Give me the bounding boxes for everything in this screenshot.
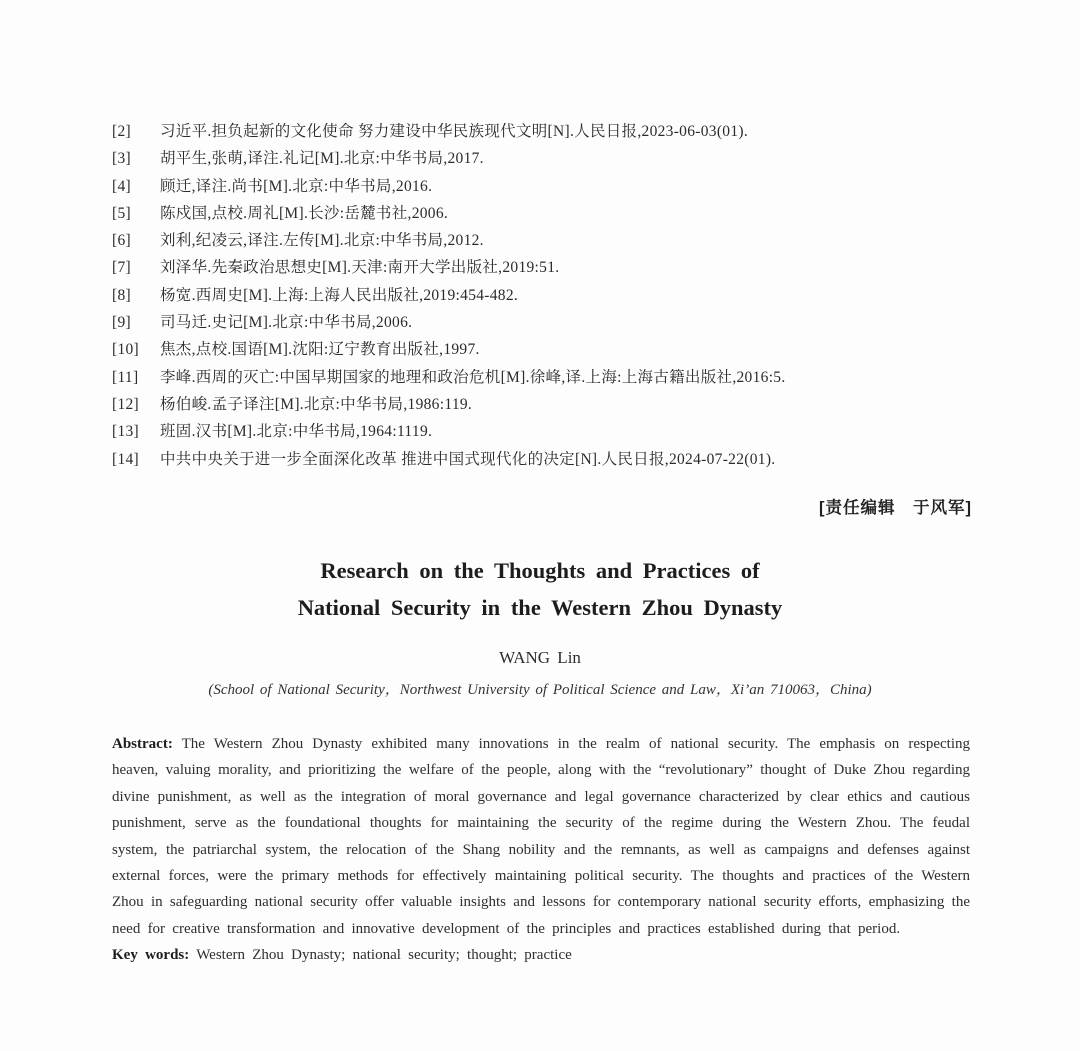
abstract-label: Abstract: — [112, 736, 173, 752]
reference-text: 司马迁.史记[M].北京:中华书局,2006. — [160, 314, 413, 332]
reference-item — [112, 173, 972, 200]
reference-item — [112, 391, 972, 418]
reference-text: 班固.汉书[M].北京:中华书局,1964:1119. — [160, 423, 433, 441]
reference-text: 刘利,纪凌云,译注.左传[M].北京:中华书局,2012. — [160, 232, 484, 250]
reference-item — [112, 254, 972, 281]
reference-text: 习近平.担负起新的文化使命 努力建设中华民族现代文明[N].人民日报,2023-06-03(01). — [160, 123, 749, 140]
reference-item — [112, 446, 972, 473]
english-title-line2: National Security in the Western Zhou Dynasty — [297, 594, 783, 620]
responsible-editor-note: [责任编辑 于风军] — [819, 499, 972, 517]
abstract-section — [112, 731, 970, 969]
reference-number: [6] — [112, 232, 131, 250]
reference-item — [112, 309, 972, 336]
author-name: WANG Lin — [499, 648, 581, 667]
reference-text: 陈戍国,点校.周礼[M].长沙:岳麓书社,2006. — [160, 204, 449, 222]
abstract-paragraph — [112, 731, 970, 942]
reference-number: [7] — [112, 259, 131, 277]
keywords-line — [112, 942, 970, 968]
reference-number: [4] — [112, 177, 131, 195]
reference-number: [10] — [112, 341, 140, 359]
reference-text: 焦杰,点校.国语[M].沈阳:辽宁教育出版社,1997. — [160, 341, 480, 359]
english-title-line1: Research on the Thoughts and Practices of — [320, 558, 760, 583]
reference-item — [112, 418, 972, 445]
reference-item — [112, 145, 972, 172]
reference-number: [14] — [112, 450, 140, 468]
reference-text: 杨伯峻.孟子译注[M].北京:中华书局,1986:119. — [160, 395, 473, 413]
reference-item — [112, 282, 972, 309]
author-affiliation: (School of National Security，Northwest University of Political Science and Law，Xi’an 710063，China) — [208, 682, 872, 698]
reference-item — [112, 227, 972, 254]
reference-number: [11] — [112, 368, 139, 386]
keywords-text: Western Zhou Dynasty; national security; thought; practice — [189, 947, 572, 964]
reference-text: 杨宽.西周史[M].上海:上海人民出版社,2019:454-482. — [160, 286, 519, 304]
reference-list — [112, 118, 972, 473]
keywords-label: Key words: — [112, 947, 190, 964]
reference-text: 李峰.西周的灭亡:中国早期国家的地理和政治危机[M].徐峰,译.上海:上海古籍出版社,2016:5. — [160, 368, 786, 386]
reference-text: 顾迁,译注.尚书[M].北京:中华书局,2016. — [160, 177, 433, 195]
reference-number: [3] — [112, 150, 131, 168]
reference-item — [112, 200, 972, 227]
reference-number: [12] — [112, 395, 140, 413]
reference-item — [112, 336, 972, 363]
english-title — [0, 553, 1080, 626]
reference-number: [13] — [112, 423, 140, 441]
reference-number: [5] — [112, 204, 131, 222]
reference-number: [8] — [112, 286, 131, 304]
reference-number: [9] — [112, 314, 131, 332]
reference-number: [2] — [112, 123, 131, 140]
reference-text: 胡平生,张萌,译注.礼记[M].北京:中华书局,2017. — [160, 150, 484, 168]
reference-text: 刘泽华.先秦政治思想史[M].天津:南开大学出版社,2019:51. — [160, 259, 560, 277]
reference-text: 中共中央关于进一步全面深化改革 推进中国式现代化的决定[N].人民日报,2024-07-22(01). — [160, 450, 776, 468]
reference-item — [112, 118, 972, 145]
abstract-text: The Western Zhou Dynasty exhibited many innovations in the realm of national security. The emphasis on respecting heaven, valuing morality, and prioritizing the welfare of the people, along with the “revolutionary” thought of Duke Zhou regarding divine punishment, as well as the integration of moral governance and legal governance characterized by clear ethics and cautious punishment, serve as the foundational thoughts for maintaining the security of the regime during the Western Zhou. The feudal system, the patriarchal system, the relocation of the Shang nobility and the remnants, as well as campaigns and defenses against external forces, were the primary methods for effectively maintaining political security. The thoughts and practices of the Western Zhou in safeguarding national security offer valuable insights and lessons for contemporary national security efforts, emphasizing the need for creative transformation and innovative development of the principles and practices established during that period. — [112, 736, 970, 937]
reference-item — [112, 364, 972, 391]
